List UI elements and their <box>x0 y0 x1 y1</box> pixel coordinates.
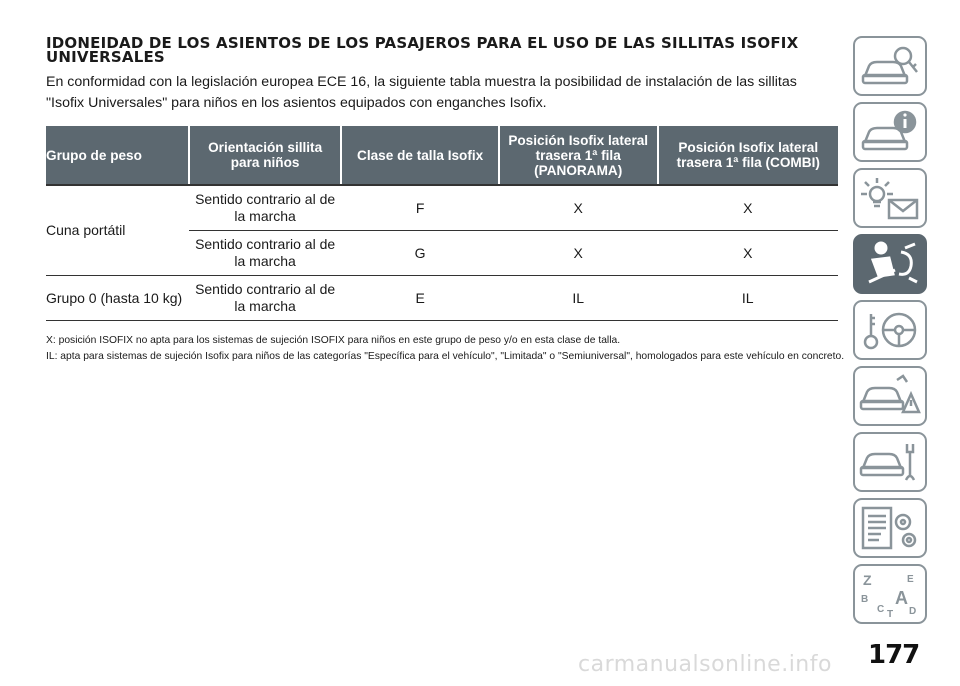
watermark: carmanualsonline.info <box>578 652 832 677</box>
note-il: IL: apta para sistemas de sujeción Isofix para niños de las categorías "Específica para el vehículo", "Limitada" o "Semiuniversal", homologados para este vehículo en concreto. <box>46 351 845 362</box>
table-row <box>46 185 838 231</box>
svg-text:B: B <box>861 594 869 605</box>
chapter-tabs <box>853 36 931 630</box>
tab-specs[interactable] <box>853 498 927 558</box>
car-info-icon <box>859 108 921 156</box>
table-row <box>46 276 838 321</box>
specs-gears-icon <box>859 504 921 552</box>
cell-size-class: G <box>341 231 499 276</box>
svg-text:Z: Z <box>863 572 872 588</box>
cell-orientation: Sentido contrario al de la marcha <box>189 185 341 231</box>
isofix-table <box>46 126 838 321</box>
tab-car-emergency[interactable] <box>853 366 927 426</box>
table-header-row <box>46 126 838 185</box>
header-orientation: Orientación sillita para niños <box>189 126 341 185</box>
key-steering-wheel-icon <box>859 306 921 354</box>
tab-warning-lights[interactable] <box>853 168 927 228</box>
svg-text:A: A <box>895 588 908 608</box>
tab-index[interactable] <box>853 564 927 624</box>
car-wrench-icon <box>859 438 921 486</box>
cell-size-class: E <box>341 276 499 321</box>
cell-size-class: F <box>341 185 499 231</box>
intro-paragraph: En conformidad con la legislación europea ECE 16, la siguiente tabla muestra la posibilidad de instalación de las sillitas "Isofix Universales" para niños en los asientos equipados con enganches Isofix. <box>46 74 797 111</box>
tab-car-key[interactable] <box>853 36 927 96</box>
cell-panorama: X <box>499 185 658 231</box>
cell-orientation: Sentido contrario al de la marcha <box>189 276 341 321</box>
cell-weight-group: Grupo 0 (hasta 10 kg) <box>46 276 189 321</box>
cell-combi: IL <box>658 276 839 321</box>
cell-combi: X <box>658 231 839 276</box>
cell-weight-group: Cuna portátil <box>46 185 189 276</box>
svg-text:C: C <box>877 604 885 615</box>
header-panorama: Posición Isofix lateral trasera 1ª fila (PANORAMA) <box>499 126 658 185</box>
tab-key-steering[interactable] <box>853 300 927 360</box>
car-key-icon <box>859 42 921 90</box>
page-number: 177 <box>868 640 920 670</box>
table-notes <box>46 333 846 365</box>
header-size-class: Clase de talla Isofix <box>341 126 499 185</box>
tab-car-info[interactable] <box>853 102 927 162</box>
cell-orientation: Sentido contrario al de la marcha <box>189 231 341 276</box>
tab-airbag-seatbelt[interactable] <box>853 234 927 294</box>
warning-lights-message-icon <box>859 174 921 222</box>
car-emergency-icon <box>859 372 921 420</box>
header-combi: Posición Isofix lateral trasera 1ª fila (COMBI) <box>658 126 839 185</box>
svg-text:E: E <box>907 574 914 585</box>
tab-car-wrench[interactable] <box>853 432 927 492</box>
airbag-seatbelt-icon <box>859 240 921 288</box>
svg-text:T: T <box>887 609 894 618</box>
cell-panorama: X <box>499 231 658 276</box>
section-title: IDONEIDAD DE LOS ASIENTOS DE LOS PASAJEROS PARA EL USO DE LAS SILLITAS ISOFIX UNIVERSALES <box>46 34 799 66</box>
cell-panorama: IL <box>499 276 658 321</box>
alphabetical-index-icon <box>859 570 921 618</box>
svg-text:D: D <box>909 606 917 617</box>
cell-combi: X <box>658 185 839 231</box>
note-x: X: posición ISOFIX no apta para los sistemas de sujeción ISOFIX para niños en este grupo de peso y/o en esta clase de talla. <box>46 335 621 346</box>
header-weight-group: Grupo de peso <box>46 126 189 185</box>
